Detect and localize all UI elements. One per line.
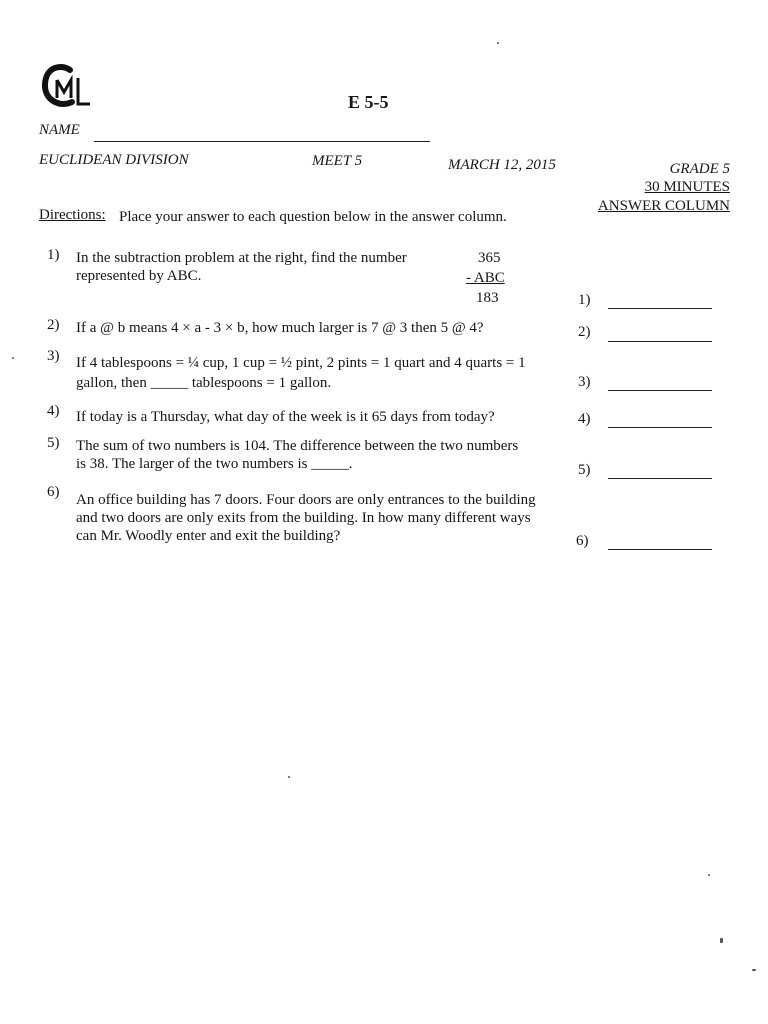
subtraction-middle: - ABC (466, 270, 505, 286)
meet-label: MEET 5 (312, 153, 363, 169)
answer-column-heading: ANSWER COLUMN (597, 198, 730, 214)
question-1-number: 1) (47, 247, 60, 263)
question-4-number: 4) (47, 403, 60, 419)
contest-date: MARCH 12, 2015 (448, 157, 556, 173)
answer-5-line[interactable] (608, 478, 712, 479)
grade-label: GRADE 5 (669, 161, 730, 177)
question-5-text-line-2: is 38. The larger of the two numbers is _____. (76, 456, 353, 472)
answer-4-label: 4) (578, 411, 591, 427)
answer-4-line[interactable] (608, 427, 712, 428)
question-6-number: 6) (47, 484, 60, 500)
answer-1-label: 1) (578, 292, 591, 308)
name-label: NAME (39, 122, 80, 138)
cml-logo (40, 62, 92, 110)
subtraction-result: 183 (476, 290, 499, 306)
question-1-text-line-1: In the subtraction problem at the right, find the number (76, 250, 407, 266)
time-limit: 30 MINUTES (644, 179, 730, 195)
scan-speck (12, 357, 14, 359)
answer-5-label: 5) (578, 462, 591, 478)
answer-1-line[interactable] (608, 308, 712, 309)
answer-6-line[interactable] (608, 549, 712, 550)
scan-speck (708, 874, 710, 876)
question-5-text-line-1: The sum of two numbers is 104. The difference between the two numbers (76, 438, 519, 454)
question-3-text-line-2: gallon, then _____ tablespoons = 1 gallon. (76, 375, 332, 391)
answer-6-label: 6) (576, 533, 589, 549)
division-name: EUCLIDEAN DIVISION (39, 152, 189, 168)
contest-code: E 5-5 (348, 92, 389, 112)
answer-2-label: 2) (578, 324, 591, 340)
question-1-text-line-2: represented by ABC. (76, 268, 202, 284)
question-2-text-line-1: If a @ b means 4 × a - 3 × b, how much larger is 7 @ 3 then 5 @ 4? (76, 320, 484, 336)
scan-speck (752, 969, 756, 971)
question-3-text-line-1: If 4 tablespoons = ¼ cup, 1 cup = ½ pint, 2 pints = 1 quart and 4 quarts = 1 (76, 355, 526, 371)
question-4-text-line-1: If today is a Thursday, what day of the week is it 65 days from today? (76, 409, 495, 425)
question-6-text-line-3: can Mr. Woodly enter and exit the building? (76, 528, 341, 544)
scan-speck (497, 42, 499, 44)
question-2-number: 2) (47, 317, 60, 333)
question-3-number: 3) (47, 348, 60, 364)
answer-3-line[interactable] (608, 390, 712, 391)
answer-3-label: 3) (578, 374, 591, 390)
scan-speck (720, 938, 723, 943)
question-6-text-line-1: An office building has 7 doors. Four doors are only entrances to the building (76, 492, 536, 508)
directions-text: Place your answer to each question below in the answer column. (119, 209, 507, 225)
cml-logo-mark (40, 62, 92, 110)
subtraction-top: 365 (478, 250, 501, 266)
answer-2-line[interactable] (608, 341, 712, 342)
name-field-line[interactable] (94, 141, 430, 142)
question-5-number: 5) (47, 435, 60, 451)
directions-label: Directions: (39, 207, 106, 223)
scan-speck (288, 776, 290, 778)
question-6-text-line-2: and two doors are only exits from the building. In how many different ways (76, 510, 531, 526)
